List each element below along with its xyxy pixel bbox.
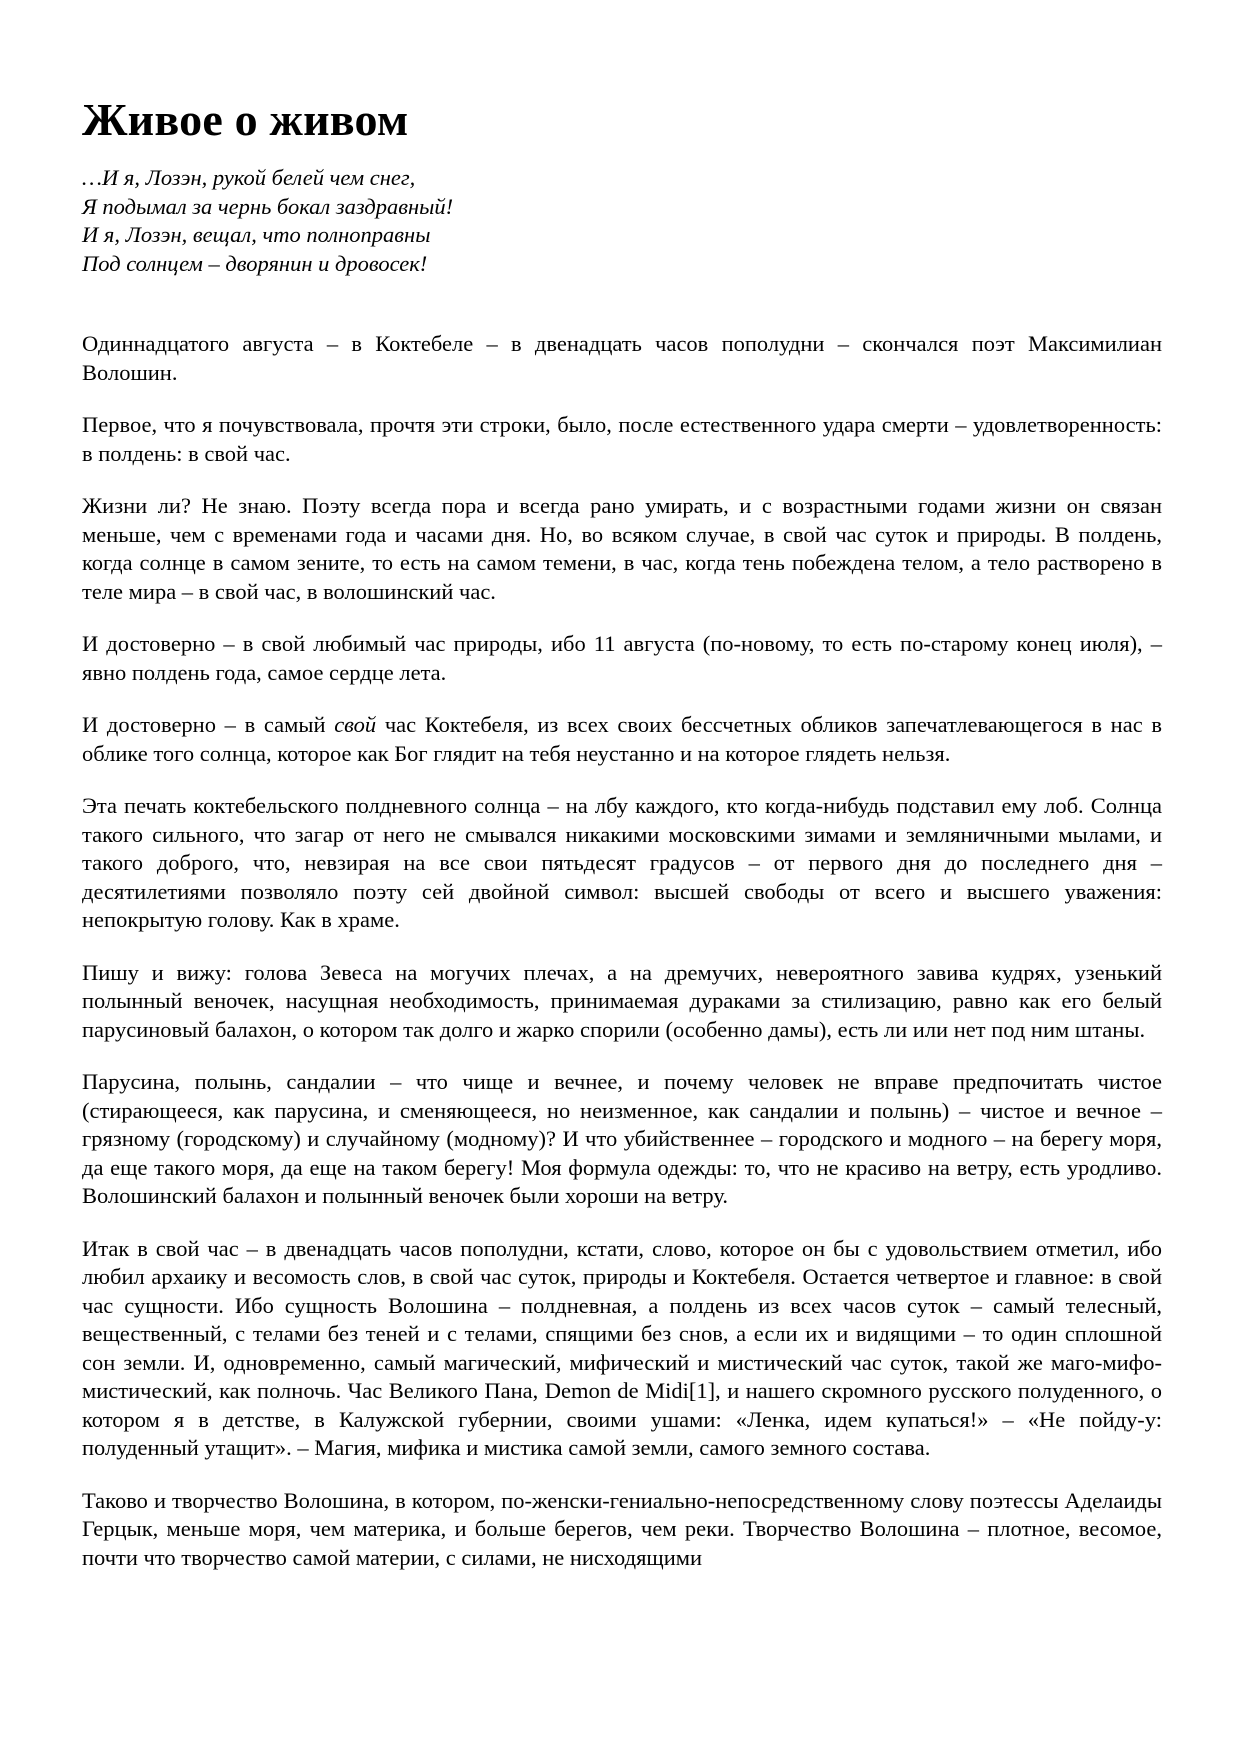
paragraph-text: час Коктебеля, из всех своих бессчетных обликов запечатлевающегося в нас в облике того солнца, которое как Бог глядит на тебя неустанно и на которое глядеть нельзя. <box>82 712 1162 766</box>
paragraph: Пишу и вижу: голова Зевеса на могучих плечах, а на дремучих, невероятного завива кудрях, узенький полынный веночек, насущная необходимость, принимаемая дураками за стилизацию, равно как его белый парусиновый балахон, о котором так долго и жарко спорили (особенно дамы), есть ли или нет под ним штаны. <box>82 959 1162 1042</box>
paragraph: Парусина, полынь, сандалии – что чище и вечнее, и почему человек не вправе предпочитать чистое (стирающееся, как парусина, и сменяющееся, но неизменное, как сандалии и полынь) – чистое и вечное – грязному (городскому) и случайному (модному)? И что убийственнее – городского и модного – на берегу моря, да еще такого моря, да еще на таком берегу! Моя формула одежды: то, что не красиво на ветру, есть уродливо. Волошинский балахон и полынный веночек были хороши на ветру. <box>82 1069 1162 1208</box>
paragraph: Первое, что я почувствовала, прочтя эти строки, было, после естественного удара смерти – удовлетворенность: в полдень: в свой час. <box>82 412 1162 466</box>
paragraph <box>82 711 1162 768</box>
paragraph: Итак в свой час – в двенадцать часов пополудни, кстати, слово, которое он бы с удовольствием отметил, ибо любил архаику и весомость слов, в свой час суток, природы и Коктебеля. Остается четвертое и главное: в свой час сущности. Ибо сущность Волошина – полдневная, а полдень из всех часов суток – самый телесный, вещественный, с телами без теней и с телами, спящими без снов, а если их и видящими – то один сплошной сон земли. И, одновременно, самый магический, мифический и мистический час суток, такой же маго-мифо-мистический, как полночь. Час Великого Пана, Demon de Midi[1], и нашего скромного русского полуденного, о котором я в детстве, в Калужской губернии, своими ушами: «Ленка, идем купаться!» – «Не пойду-у: полуденный утащит». – Магия, мифика и мистика самой земли, самого земного состава. <box>82 1235 1162 1460</box>
paragraph-text: И достоверно – в самый <box>82 712 335 737</box>
epigraph-line: И я, Лозэн, вещал, что полноправны <box>82 222 431 247</box>
paragraph: Одиннадцатого августа – в Коктебеле – в двенадцать часов пополудни – скончался поэт Максимилиан Волошин. <box>82 331 1162 385</box>
document-page <box>82 92 1162 1596</box>
document-title: Живое о живом <box>82 94 409 145</box>
paragraph: И достоверно – в свой любимый час природы, ибо 11 августа (по-новому, то есть по-старому конец июля), – явно полдень года, самое сердце лета. <box>82 631 1162 685</box>
italic-word: свой <box>334 712 377 737</box>
paragraph: Жизни ли? Не знаю. Поэту всегда пора и всегда рано умирать, и с возрастными годами жизни он связан меньше, чем с временами года и часами дня. Но, во всяком случае, в свой час суток и природы. В полдень, когда солнце в самом зените, то есть на самом темени, в час, когда тень побеждена телом, а тело растворено в теле мира – в свой час, в волошинский час. <box>82 493 1162 604</box>
epigraph-line: Я подымал за чернь бокал заздравный! <box>82 193 454 219</box>
paragraph: Эта печать коктебельского полдневного солнца – на лбу каждого, кто когда-нибудь подставил ему лоб. Солнца такого сильного, что загар от него не смывался никакими московскими зимами и земляничными мылами, и такого доброго, что, невзирая на все свои пятьдесят градусов – от первого дня до последнего дня – десятилетиями позволяло поэту сей двойной символ: высшей свободы от всего и высшего уважения: непокрытую голову. Как в храме. <box>82 793 1162 932</box>
epigraph-line: Под солнцем – дворянин и дровосек! <box>82 250 428 276</box>
paragraph: Таково и творчество Волошина, в котором, по-женски-гениально-непосредственному слову поэтессы Аделаиды Герцык, меньше моря, чем материка, и больше берегов, чем реки. Творчество Волошина – плотное, весомое, почти что творчество самой материи, с силами, не нисходящими <box>82 1487 1162 1570</box>
epigraph-line: …И я, Лозэн, рукой белей чем снег, <box>82 165 416 190</box>
body-text <box>82 330 1162 1572</box>
epigraph <box>82 164 1162 278</box>
